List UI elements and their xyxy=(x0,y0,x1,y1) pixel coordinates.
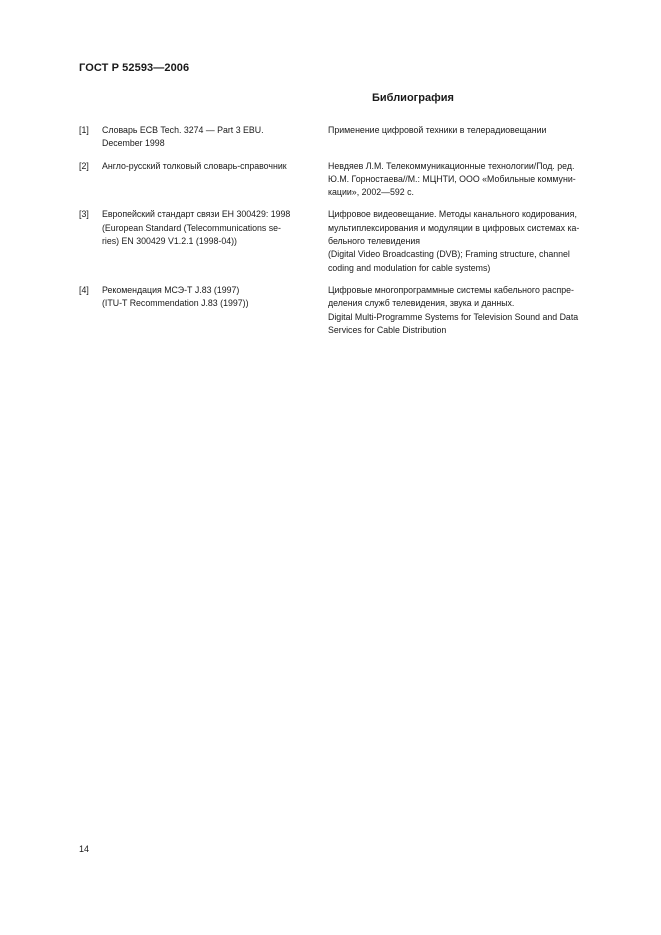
source-line: Англо-русский толковый словарь-справочник xyxy=(102,160,287,171)
entry-source xyxy=(102,160,328,200)
description-line: Невдяев Л.М. Телекоммуникационные технологии/Под. ред. xyxy=(328,160,575,171)
entry-source xyxy=(102,124,328,151)
page-number: 14 xyxy=(79,844,90,854)
entry-number: [1] xyxy=(79,125,89,135)
description-line: Цифровое видеовещание. Методы канального кодирования, xyxy=(328,209,577,220)
document-header: ГОСТ Р 52593—2006 xyxy=(79,62,190,74)
description-line: Ю.М. Горностаева//М.: МЦНТИ, ООО «Мобильные коммуни- xyxy=(328,173,576,184)
source-line: (European Standard (Telecommunications se- xyxy=(102,222,281,233)
description-line: мультиплексирования и модуляции в цифровых системах ка- xyxy=(328,222,580,233)
description-line: бельного телевидения xyxy=(328,236,421,247)
entry-source xyxy=(102,208,328,274)
description-line: Применение цифровой техники в телерадиовещании xyxy=(328,125,547,135)
bibliography-entry xyxy=(79,284,615,337)
bibliography-entry xyxy=(79,160,615,200)
description-line: Services for Cable Distribution xyxy=(328,324,447,335)
description-line: Цифровые многопрограммные системы кабельного распре- xyxy=(328,284,574,295)
description-line: (Digital Video Broadcasting (DVB); Framing structure, channel xyxy=(328,249,570,260)
source-line: Словарь ЕСВ Tech. 3274 — Part 3 EBU. xyxy=(102,125,264,135)
source-line: (ITU-T Recommendation J.83 (1997)) xyxy=(102,298,249,309)
source-line: December 1998 xyxy=(102,138,165,149)
entry-description xyxy=(328,284,615,337)
source-line: Европейский стандарт связи ЕН 300429: 1998 xyxy=(102,209,291,220)
entry-description xyxy=(328,160,615,200)
source-line: Рекомендация МСЭ-Т J.83 (1997) xyxy=(102,284,240,295)
entry-number: [3] xyxy=(79,209,89,220)
entry-number: [2] xyxy=(79,160,89,171)
entry-source xyxy=(102,284,328,337)
bibliography-title: Библиография xyxy=(372,92,454,104)
entry-description xyxy=(328,208,615,274)
description-line: деления служб телевидения, звука и данных. xyxy=(328,298,515,309)
description-line: кации», 2002—592 с. xyxy=(328,187,414,198)
description-line: Digital Multi-Programme Systems for Television Sound and Data xyxy=(328,311,579,322)
description-line: coding and modulation for cable systems) xyxy=(328,262,491,273)
bibliography-entry xyxy=(79,124,615,151)
source-line: ries) EN 300429 V1.2.1 (1998-04)) xyxy=(102,236,237,247)
bibliography-entry xyxy=(79,208,615,274)
bibliography-list xyxy=(79,124,615,346)
entry-description xyxy=(328,124,615,151)
entry-number: [4] xyxy=(79,284,89,295)
